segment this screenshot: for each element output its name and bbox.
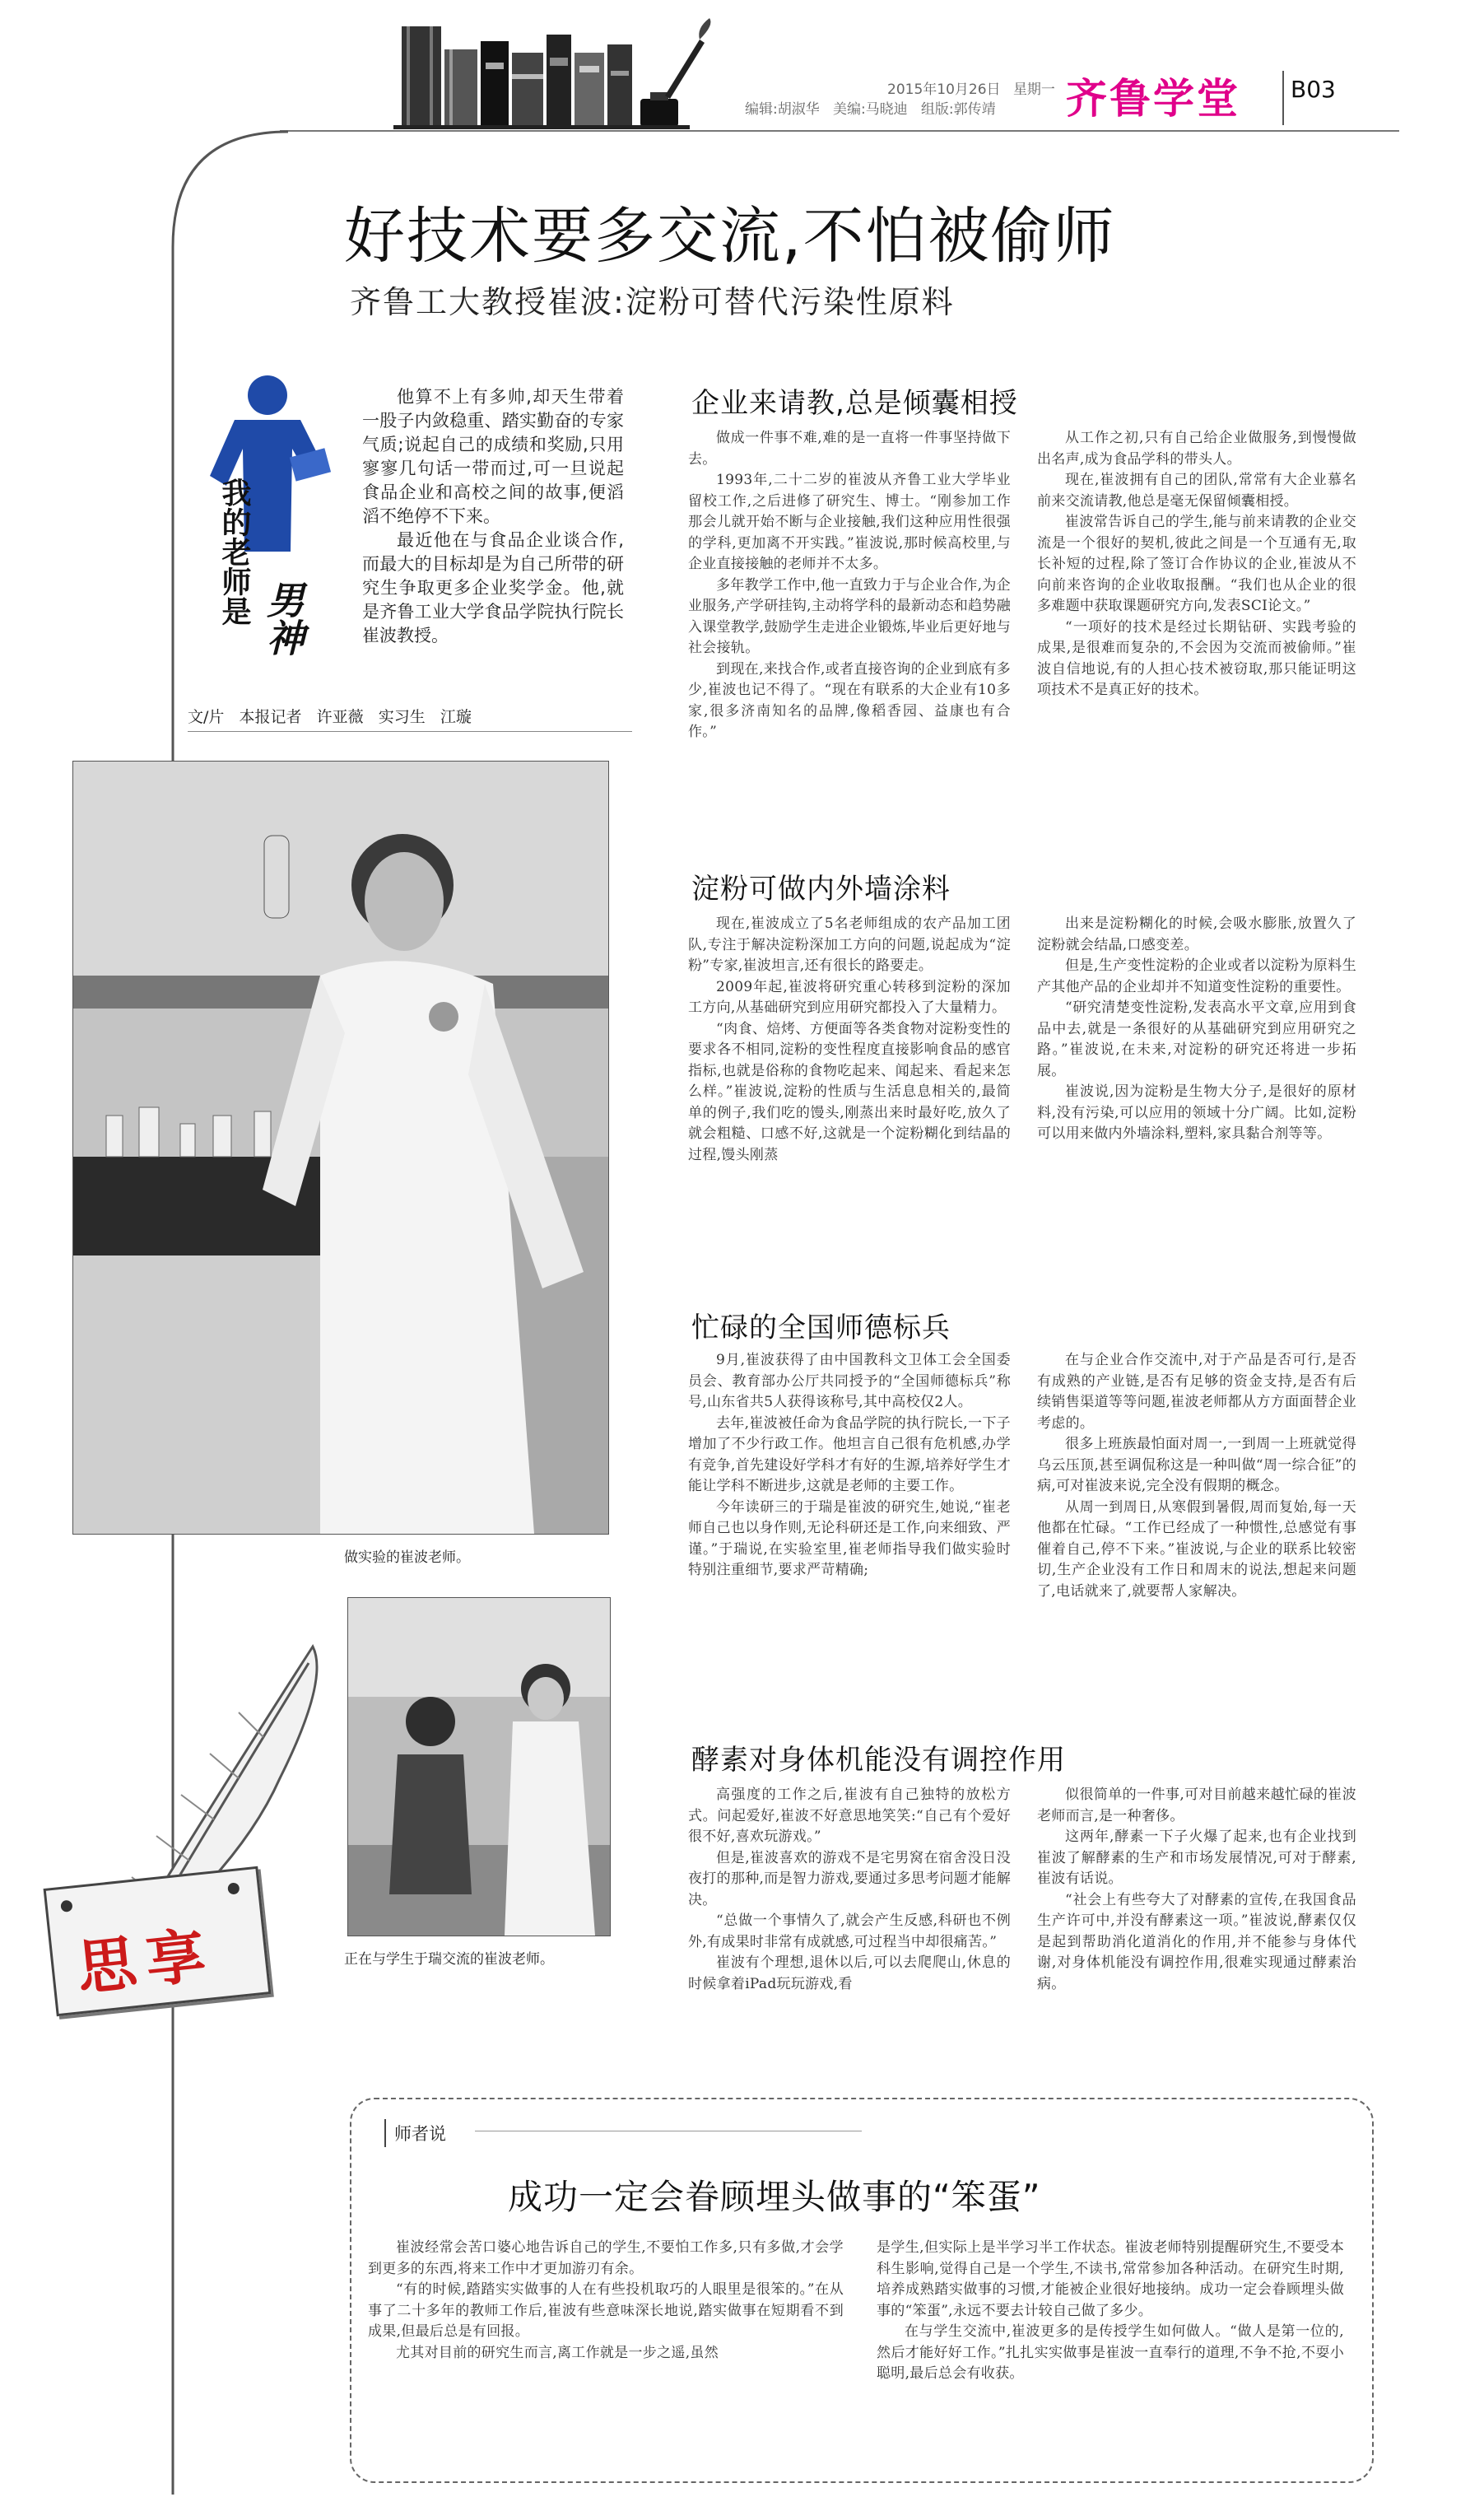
paragraph: 1993年,二十二岁的崔波从齐鲁工业大学毕业留校工作,之后进修了研究生、博士。“刚参加工作那会儿就开始不断与企业接触,我们这种应用性很强的学科,更加离不开实践。”崔波说,那时候高校里,与企业直接接触的老师并不太多。 — [688, 472, 1011, 572]
paragraph: “总做一个事情久了,就会产生反感,科研也不例外,有成果时非常有成就感,可过程当中却很痛苦。” — [688, 1912, 1011, 1950]
bookshelf-icon — [393, 16, 723, 156]
section-2-right-column — [1037, 914, 1356, 1145]
sidebar-left-column — [368, 2238, 844, 2364]
paragraph: 但是,崔波喜欢的游戏不是宅男窝在宿舍没日没夜打的那种,而是智力游戏,要通过多思考问题才能解决。 — [688, 1849, 1012, 1908]
section-3-left-column — [688, 1350, 1011, 1582]
paragraph: 9月,崔波获得了由中国教科文卫体工会全国委员会、教育部办公厅共同授予的“全国师德标兵”称号,山东省共5人获得该称号,其中高校仅2人。 — [688, 1352, 1011, 1410]
masthead-rule — [280, 130, 1399, 132]
byline: 文/片 本报记者 许亚薇 实习生 江璇 — [188, 708, 472, 726]
lab-scene — [73, 762, 608, 1534]
byline-rule — [188, 731, 632, 732]
paragraph: 是学生,但实际上是半学习半工作状态。崔波老师特别提醒研究生,不要受本科生影响,觉得自己是一个学生,不读书,常常参加各种活动。在研究生时期,培养成熟踏实做事的习惯,才能被企业很好地接纳。成功一定会眷顾埋头做事的“笨蛋”,永远不要去计较自己做了多少。 — [877, 2239, 1344, 2319]
paragraph: 这两年,酵素一下子火爆了起来,也有企业找到崔波了解酵素的生产和市场发展情况,可对于酵素,崔波有话说。 — [1037, 1829, 1356, 1887]
column-logo — [185, 370, 350, 692]
section-1-title: 企业来请教,总是倾囊相授 — [691, 387, 1018, 420]
photo2-caption: 正在与学生于瑞交流的崔波老师。 — [344, 1951, 554, 1968]
masthead-credits: 编辑:胡淑华 美编:马晓迪 组版:郭传靖 — [745, 101, 996, 118]
paragraph: 很多上班族最怕面对周一,一到周一上班就觉得乌云压顶,甚至调侃称这是一种叫做“周一综合征”的病,可对崔波来说,完全没有假期的概念。 — [1037, 1436, 1357, 1494]
stamp-card — [44, 1866, 272, 2017]
teacher-silhouette-icon — [185, 370, 350, 560]
section-2-left-column — [688, 914, 1011, 1166]
paragraph: 崔波经常会苦口婆心地告诉自己的学生,不要怕工作多,只有多做,才会学到更多的东西,将来工作中才更加游刃有余。 — [368, 2239, 844, 2277]
lede — [362, 385, 624, 648]
conversation-scene — [348, 1598, 610, 1936]
sidebar-title: 成功一定会眷顾埋头做事的“笨蛋” — [508, 2177, 1041, 2217]
date: 2015年10月26日 — [887, 82, 1001, 98]
page-number: B03 — [1291, 76, 1336, 103]
paragraph: 从工作之初,只有自己给企业做服务,到慢慢做出名声,成为食品学科的带头人。 — [1037, 430, 1356, 468]
headline-subtitle: 齐鲁工大教授崔波:淀粉可替代污染性原料 — [350, 284, 955, 320]
paragraph: “有的时候,踏踏实实做事的人在有些投机取巧的人眼里是很笨的。”在从事了二十多年的教师工作后,崔波有些意味深长地说,踏实做事在短期看不到成果,但最后总是有回报。 — [368, 2281, 844, 2340]
paragraph: 从周一到周日,从寒假到暑假,周而复始,每一天他都在忙碌。“工作已经成了一种惯性,总感觉有事催着自己,停不下来。”崔波说,与企业的联系比较密切,生产企业没有工作日和周末的说法,想起来问题了,电话就来了,就要帮人家解决。 — [1037, 1498, 1356, 1600]
paragraph: 2009年起,崔波将研究重心转移到淀粉的深加工方向,从基础研究到应用研究都投入了大量精力。 — [688, 978, 1011, 1016]
photo1-caption: 做实验的崔波老师。 — [344, 1549, 470, 1566]
sidebar-right-column — [877, 2238, 1344, 2385]
paragraph: “社会上有些夸大了对酵素的宣传,在我国食品生产许可中,并没有酵素这一项。”崔波说,酵素仅仅是起到帮助消化道消化的作用,并不能参与身体代谢,对身体机能没有调控作用,很难实现通过酵素治病。 — [1037, 1891, 1356, 1992]
paragraph: 似很简单的一件事,可对目前越来越忙碌的崔波老师而言,是一种奢侈。 — [1037, 1787, 1356, 1824]
photo-lab-experiment — [72, 761, 609, 1535]
weekday: 星期一 — [1012, 82, 1055, 98]
paragraph: “研究清楚变性淀粉,发表高水平文章,应用到食品中去,就是一条很好的从基础研究到应用研究之路。”崔波说,在未来,对淀粉的研究还将进一步拓展。 — [1037, 999, 1356, 1079]
paragraph: 做成一件事不难,难的是一直将一件事坚持做下去。 — [688, 430, 1011, 468]
paragraph: “一项好的技术是经过长期钻研、实践考验的成果,是很难而复杂的,不会因为交流而被偷师。”崔波自信地说,有的人担心技术被窃取,那只能证明这项技术不是真正好的技术。 — [1037, 618, 1356, 698]
section-2-title: 淀粉可做内外墙涂料 — [691, 873, 951, 906]
paragraph: “肉食、焙烤、方便面等各类食物对淀粉变性的要求各不相同,淀粉的变性程度直接影响食品的感官指标,也就是俗称的食物吃起来、闻起来、看起来怎么样。”崔波说,淀粉的性质与生活息息相关的,最简单的例子,我们吃的馒头,刚蒸出来时最好吃,放久了就会粗糙、口感不好,这就是一个淀粉糊化到结晶的过程,馒头刚蒸 — [688, 1020, 1011, 1163]
masthead-date — [887, 77, 1055, 98]
sidebar-tag: 师者说 — [384, 2119, 454, 2147]
section-title: 齐鲁学堂 — [1066, 75, 1240, 123]
paragraph: 到现在,来找合作,或者直接咨询的企业到底有多少,崔波也记不得了。“现在有联系的大企业有10多家,很多济南知名的品牌,像稻香园、益康也有合作。” — [688, 660, 1011, 740]
lede-para-1: 他算不上有多帅,却天生带着一股子内敛稳重、踏实勤奋的专家气质;说起自己的成绩和奖励,只用寥寥几句话一带而过,可一旦说起食品企业和高校之间的故事,便滔滔不绝停不下来。 — [362, 387, 624, 526]
sidebar-box — [350, 2098, 1374, 2483]
stamp-pin-icon — [60, 1900, 72, 1912]
section-4-title: 酵素对身体机能没有调控作用 — [691, 1744, 1066, 1777]
paragraph: 今年读研三的于瑞是崔波的研究生,她说,“崔老师自己也以身作则,无论科研还是工作,向来细致、严谨。”于瑞说,在实验室里,崔老师指导我们做实验时特别注重细节,要求严苛精确; — [688, 1498, 1012, 1578]
paragraph: 出来是淀粉糊化的时候,会吸水膨胀,放置久了淀粉就会结晶,口感变差。 — [1037, 915, 1356, 953]
paragraph: 多年教学工作中,他一直致力于与企业合作,为企业服务,产学研挂钩,主动将学科的最新动态和趋势融入课堂教学,鼓励学生走进企业锻炼,毕业后更好地与社会接轨。 — [688, 576, 1012, 656]
paragraph: 现在,崔波拥有自己的团队,常常有大企业慕名前来交流请教,他总是毫无保留倾囊相授。 — [1037, 472, 1356, 510]
paragraph: 但是,生产变性淀粉的企业或者以淀粉为原料生产其他产品的企业却并不知道变性淀粉的重要性。 — [1037, 957, 1356, 995]
section-4-right-column — [1037, 1785, 1356, 1995]
paragraph: 尤其对目前的研究生而言,离工作就是一步之遥,虽然 — [396, 2344, 719, 2361]
photo-student-conversation — [347, 1597, 611, 1936]
paragraph: 去年,崔波被任命为食品学院的执行院长,一下子增加了不少行政工作。他坦言自己很有危机感,办学有竞争,首先建设好学科才有好的生源,培养好学生才能让学科不断进步,这就是老师的主要工作。 — [688, 1414, 1012, 1494]
stamp-pin-icon-2 — [227, 1882, 240, 1894]
column-logo-title: 我的老师是 — [217, 478, 251, 626]
section-3-right-column — [1037, 1350, 1356, 1602]
paragraph: 在与企业合作交流中,对于产品是否可行,是否有成熟的产业链,是否有足够的资金支持,是否有后续销售渠道等等问题,崔波老师都从方方面面替企业考虑的。 — [1037, 1352, 1356, 1432]
paragraph: 高强度的工作之后,崔波有自己独特的放松方式。问起爱好,崔波不好意思地笑笑:“自己有个爱好很不好,喜欢玩游戏。” — [688, 1787, 1011, 1845]
paragraph: 崔波有个理想,退休以后,可以去爬爬山,休息的时候拿着iPad玩玩游戏,看 — [688, 1954, 1011, 1992]
lede-para-2: 最近他在与食品企业谈合作,而最大的目标却是为自己所带的研究生争取更多企业奖学金。他,就是齐鲁工业大学食品学院执行院长崔波教授。 — [362, 530, 624, 645]
section-1-right-column — [1037, 428, 1356, 701]
section-3-title: 忙碌的全国师德标兵 — [691, 1311, 951, 1344]
stamp-text: 思享 — [73, 1919, 219, 2004]
headline-title: 好技术要多交流,不怕被偷师 — [344, 201, 1116, 272]
paragraph: 在与学生交流中,崔波更多的是传授学生如何做人。“做人是第一位的,然后才能好好工作。”扎扎实实做事是崔波一直奉行的道理,不争不抢,不耍小聪明,最后总会有收获。 — [877, 2323, 1344, 2382]
section-1-left-column — [688, 428, 1011, 743]
paragraph: 崔波说,因为淀粉是生物大分子,是很好的原材料,没有污染,可以应用的领域十分广阔。比如,淀粉可以用来做内外墙涂料,塑料,家具黏合剂等等。 — [1037, 1083, 1356, 1142]
column-logo-accent: 男神 — [261, 580, 305, 656]
section-4-left-column — [688, 1785, 1011, 1995]
masthead-divider — [1282, 71, 1284, 125]
paragraph: 现在,崔波成立了5名老师组成的农产品加工团队,专注于解决淀粉深加工方向的问题,说起成为“淀粉”专家,崔波坦言,还有很长的路要走。 — [688, 915, 1011, 974]
paragraph: 崔波常告诉自己的学生,能与前来请教的企业交流是一个很好的契机,彼此之间是一个互通有无,取长补短的过程,除了签订合作协议的企业,崔波从不向前来咨询的企业收取报酬。“我们也从企业的很多难题中获取课题研究方向,发表SCI论文。” — [1037, 514, 1356, 614]
